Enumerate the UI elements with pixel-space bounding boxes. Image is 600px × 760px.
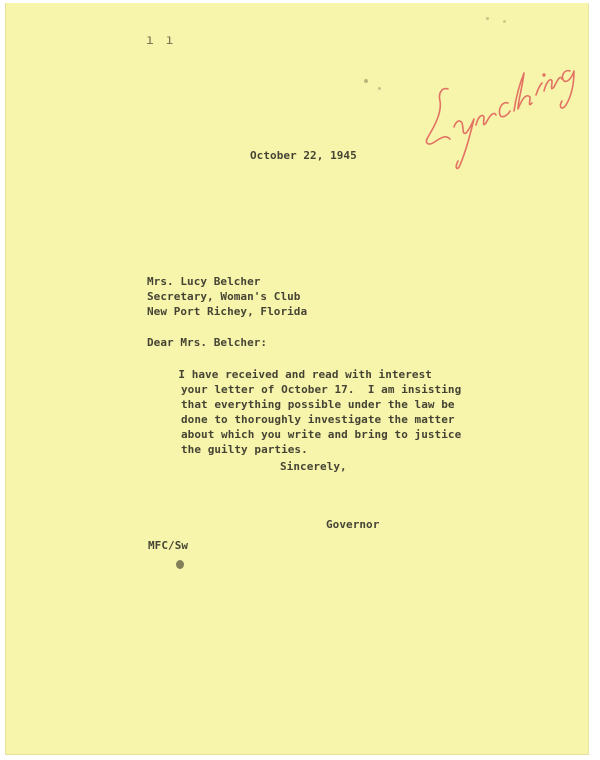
handwritten-annotation-drawing — [420, 43, 590, 178]
letter-date: October 22, 1945 — [250, 149, 357, 162]
reference-initials: MFC/Sw — [148, 539, 189, 552]
body-line: about which you write and bring to justice — [181, 428, 462, 441]
closing: Sincerely, — [280, 460, 347, 473]
body-line: I have received and read with interest — [145, 368, 432, 381]
recipient-title: Secretary, Woman's Club — [147, 290, 301, 303]
salutation: Dear Mrs. Belcher: — [147, 336, 268, 349]
ink-speck — [503, 20, 506, 23]
letter-page — [5, 3, 589, 755]
body-line: that everything possible under the law be — [181, 398, 455, 411]
body-line: the guilty parties. — [181, 443, 308, 456]
handwritten-annotation — [420, 43, 590, 178]
ink-speck — [176, 560, 184, 569]
ink-speck — [378, 87, 381, 90]
body-line: done to thoroughly investigate the matter — [181, 413, 455, 426]
signature-title: Governor — [326, 518, 380, 531]
ink-speck — [364, 79, 368, 83]
recipient-location: New Port Richey, Florida — [147, 305, 308, 318]
recipient-name: Mrs. Lucy Belcher — [147, 275, 261, 288]
corner-tick-marks: ı ı — [146, 33, 176, 48]
body-line: your letter of October 17. I am insisting — [181, 383, 462, 396]
ink-speck — [486, 17, 489, 20]
